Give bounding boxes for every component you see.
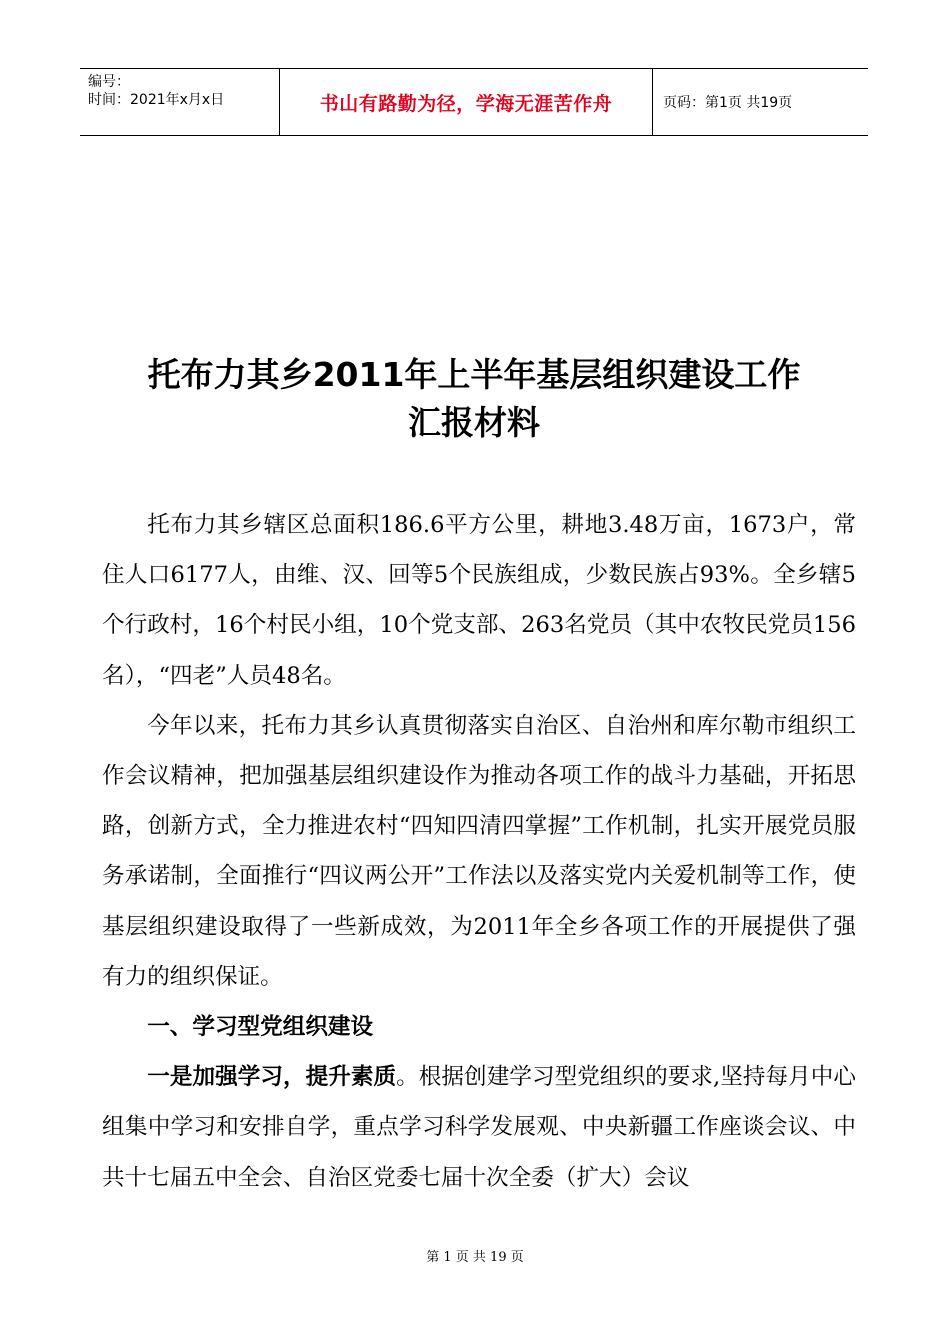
document-header bbox=[80, 68, 868, 136]
paragraph-overview: 托布力其乡辖区总面积186.6平方公里，耕地3.48万亩，1673户，常住人口6177人，由维、汉、回等5个民族组成，少数民族占93%。全乡辖5个行政村，16个村民小组，10个党支部、263名党员（其中农牧民党员156名），“四老”人员48名。 bbox=[102, 512, 856, 689]
document-title-line2: 汇报材料 bbox=[408, 403, 540, 442]
document-title-line1: 托布力其乡2011年上半年基层组织建设工作 bbox=[147, 355, 801, 394]
paragraph-lead: 一是加强学习，提升素质 bbox=[147, 1064, 397, 1091]
document-body bbox=[102, 500, 856, 1203]
header-page-info: 页码：第1页 共19页 bbox=[663, 95, 793, 111]
time-label: 时间：2021年x月x日 bbox=[88, 92, 225, 108]
section-heading: 一、学习型党组织建设 bbox=[147, 1014, 374, 1041]
page-footer: 第 1 页 共 19 页 bbox=[426, 1250, 524, 1265]
paragraph-summary: 今年以来，托布力其乡认真贯彻落实自治区、自治州和库尔勒市组织工作会议精神，把加强基层组织建设作为推动各项工作的战斗力基础，开拓思路，创新方式，全力推进农村“四知四清四掌握”工作机制，扎实开展党员服务承诺制，全面推行“四议两公开”工作法以及落实党内关爱机制等工作，使基层组织建设取得了一些新成效，为2011年全乡各项工作的开展提供了强有力的组织保证。 bbox=[102, 712, 856, 990]
paragraph-study bbox=[102, 1052, 856, 1203]
header-motto: 书山有路勤为径，学海无涯苦作舟 bbox=[280, 69, 653, 135]
number-label: 编号： bbox=[88, 74, 130, 90]
header-meta-cell bbox=[80, 69, 280, 135]
paragraph-study-text: 。根据创建学习型党组织的要求,坚持每月中心组集中学习和安排自学，重点学习科学发展观、中央新疆工作座谈会议、中共十七届五中全会、自治区党委七届十次全委（扩大）会议 bbox=[102, 1064, 856, 1191]
